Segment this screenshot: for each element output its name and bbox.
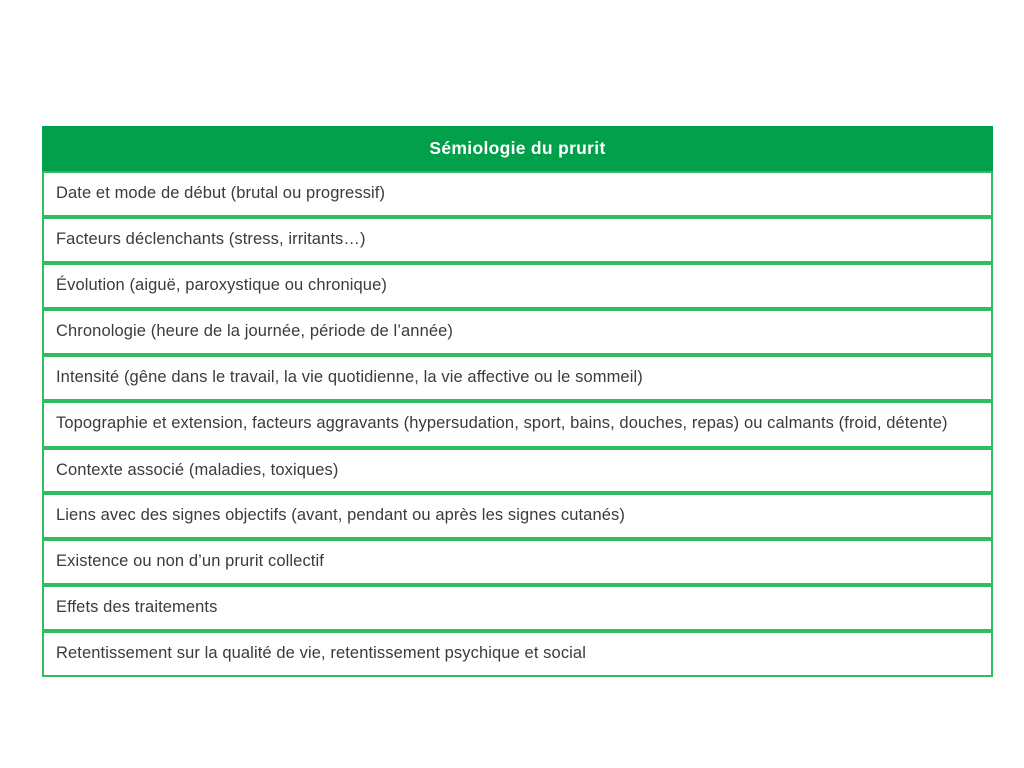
row-date-mode-debut: Date et mode de début (brutal ou progressif) [42, 171, 993, 217]
row-prurit-collectif: Existence ou non d’un prurit collectif [42, 539, 993, 585]
table-row [42, 309, 993, 355]
table-head [42, 126, 993, 171]
table-row [42, 585, 993, 631]
table-row [42, 401, 993, 448]
semiology-table [42, 126, 993, 677]
row-chronologie: Chronologie (heure de la journée, période de l’année) [42, 309, 993, 355]
table-title-header: Sémiologie du prurit [42, 126, 993, 171]
table-row [42, 493, 993, 539]
table-header-row [42, 126, 993, 171]
row-facteurs-declenchants: Facteurs déclenchants (stress, irritants…) [42, 217, 993, 263]
row-liens-signes-objectifs: Liens avec des signes objectifs (avant, pendant ou après les signes cutanés) [42, 493, 993, 539]
table-row [42, 355, 993, 401]
table-row [42, 263, 993, 309]
row-retentissement-qualite-vie: Retentissement sur la qualité de vie, retentissement psychique et social [42, 631, 993, 677]
table-row [42, 171, 993, 217]
table-row [42, 539, 993, 585]
table-row [42, 448, 993, 494]
row-intensite: Intensité (gêne dans le travail, la vie quotidienne, la vie affective ou le sommeil) [42, 355, 993, 401]
table-row [42, 631, 993, 677]
table-row [42, 217, 993, 263]
row-effets-traitements: Effets des traitements [42, 585, 993, 631]
row-evolution: Évolution (aiguë, paroxystique ou chronique) [42, 263, 993, 309]
row-contexte-associe: Contexte associé (maladies, toxiques) [42, 448, 993, 494]
table-body [42, 171, 993, 677]
row-topographie-extension: Topographie et extension, facteurs aggravants (hypersudation, sport, bains, douches, repas) ou calmants (froid, détente) [42, 401, 993, 448]
